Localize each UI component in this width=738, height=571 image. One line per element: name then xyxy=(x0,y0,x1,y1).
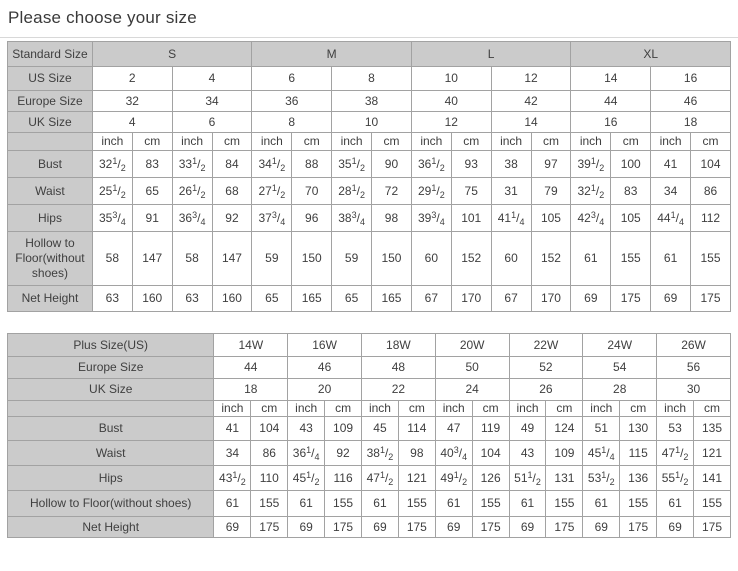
table-row xyxy=(8,417,731,441)
size-cell: 165 xyxy=(292,286,332,312)
row-label: Net Height xyxy=(8,286,93,312)
table-row xyxy=(8,401,731,417)
size-cell: $35^3/_4$ xyxy=(92,205,132,232)
row-label: Europe Size xyxy=(8,357,214,379)
row-label: Bust xyxy=(8,417,214,441)
size-cell: cm xyxy=(372,133,412,151)
size-cell: cm xyxy=(398,401,435,417)
size-cell: 104 xyxy=(251,417,288,441)
size-cell: $37^3/_4$ xyxy=(252,205,292,232)
size-cell: $29^1/_2$ xyxy=(411,178,451,205)
size-cell: 150 xyxy=(292,232,332,286)
size-cell: 92 xyxy=(325,441,362,466)
size-cell: 24 xyxy=(435,379,509,401)
table-row xyxy=(8,67,731,91)
size-cell: 41 xyxy=(651,151,691,178)
size-cell: 18 xyxy=(651,112,731,133)
row-label: Hips xyxy=(8,466,214,491)
table-row xyxy=(8,334,731,357)
size-group-header: M xyxy=(252,42,412,67)
size-cell: $47^1/_2$ xyxy=(657,441,694,466)
size-cell: 44 xyxy=(571,91,651,112)
size-cell: 69 xyxy=(435,517,472,538)
size-cell: 63 xyxy=(172,286,212,312)
size-cell: 116 xyxy=(325,466,362,491)
size-cell: 34 xyxy=(214,441,251,466)
size-cell: 43 xyxy=(509,441,546,466)
size-cell: 88 xyxy=(292,151,332,178)
size-cell: 4 xyxy=(172,67,252,91)
size-cell: 18W xyxy=(361,334,435,357)
size-cell: 92 xyxy=(212,205,252,232)
size-cell: 155 xyxy=(546,491,583,517)
size-cell: 175 xyxy=(611,286,651,312)
size-cell: 155 xyxy=(691,232,731,286)
size-cell: inch xyxy=(491,133,531,151)
size-cell: $32^1/_2$ xyxy=(571,178,611,205)
size-cell: 175 xyxy=(620,517,657,538)
size-cell: $36^3/_4$ xyxy=(172,205,212,232)
size-cell: 112 xyxy=(691,205,731,232)
size-cell: 34 xyxy=(651,178,691,205)
size-cell: cm xyxy=(611,133,651,151)
size-cell: 147 xyxy=(132,232,172,286)
size-cell: 14W xyxy=(214,334,288,357)
size-cell: 130 xyxy=(620,417,657,441)
size-cell: 75 xyxy=(451,178,491,205)
size-cell: 104 xyxy=(691,151,731,178)
size-cell: 155 xyxy=(620,491,657,517)
size-cell: 96 xyxy=(292,205,332,232)
row-label xyxy=(8,401,214,417)
size-cell: 63 xyxy=(92,286,132,312)
size-cell: 114 xyxy=(398,417,435,441)
size-cell: 126 xyxy=(472,466,509,491)
size-cell: 56 xyxy=(657,357,731,379)
size-cell: 152 xyxy=(451,232,491,286)
size-chart-section xyxy=(0,38,738,538)
size-cell: 20W xyxy=(435,334,509,357)
size-cell: 175 xyxy=(472,517,509,538)
size-cell: 22 xyxy=(361,379,435,401)
size-cell: $39^3/_4$ xyxy=(411,205,451,232)
size-cell: cm xyxy=(546,401,583,417)
size-cell: $33^1/_2$ xyxy=(172,151,212,178)
size-cell: inch xyxy=(657,401,694,417)
size-cell: 90 xyxy=(372,151,412,178)
size-cell: $32^1/_2$ xyxy=(92,151,132,178)
size-cell: 109 xyxy=(325,417,362,441)
size-cell: $41^1/_4$ xyxy=(491,205,531,232)
size-cell: 60 xyxy=(411,232,451,286)
size-cell: inch xyxy=(509,401,546,417)
size-cell: 65 xyxy=(132,178,172,205)
size-cell: 115 xyxy=(620,441,657,466)
table-row xyxy=(8,205,731,232)
size-cell: 54 xyxy=(583,357,657,379)
size-cell: 150 xyxy=(372,232,412,286)
size-cell: 6 xyxy=(172,112,252,133)
size-cell: 124 xyxy=(546,417,583,441)
size-cell: 152 xyxy=(531,232,571,286)
page-title: Please choose your size xyxy=(8,8,197,27)
size-cell: 69 xyxy=(651,286,691,312)
table-row xyxy=(8,232,731,286)
size-cell: 47 xyxy=(435,417,472,441)
size-cell: 67 xyxy=(411,286,451,312)
row-label xyxy=(8,133,93,151)
row-label: UK Size xyxy=(8,112,93,133)
size-cell: inch xyxy=(435,401,472,417)
size-cell: 175 xyxy=(398,517,435,538)
size-cell: 155 xyxy=(251,491,288,517)
size-cell: 121 xyxy=(694,441,731,466)
size-cell: 165 xyxy=(372,286,412,312)
row-label: Net Height xyxy=(8,517,214,538)
size-cell: $36^1/_4$ xyxy=(288,441,325,466)
size-cell: 8 xyxy=(252,112,332,133)
size-cell: 38 xyxy=(491,151,531,178)
size-cell: 155 xyxy=(472,491,509,517)
size-cell: 28 xyxy=(583,379,657,401)
size-cell: 51 xyxy=(583,417,620,441)
size-cell: 155 xyxy=(611,232,651,286)
size-cell: 147 xyxy=(212,232,252,286)
table-row xyxy=(8,379,731,401)
size-cell: inch xyxy=(361,401,398,417)
size-cell: 61 xyxy=(435,491,472,517)
table-row xyxy=(8,286,731,312)
size-cell: 83 xyxy=(132,151,172,178)
size-cell: 70 xyxy=(292,178,332,205)
size-cell: 68 xyxy=(212,178,252,205)
size-cell: 46 xyxy=(651,91,731,112)
size-cell: 65 xyxy=(332,286,372,312)
size-cell: $42^3/_4$ xyxy=(571,205,611,232)
size-cell: 12 xyxy=(491,67,571,91)
size-cell: inch xyxy=(288,401,325,417)
size-cell: 69 xyxy=(509,517,546,538)
size-cell: 26 xyxy=(509,379,583,401)
size-cell: 97 xyxy=(531,151,571,178)
size-cell: 24W xyxy=(583,334,657,357)
size-cell: 98 xyxy=(372,205,412,232)
size-cell: cm xyxy=(694,401,731,417)
size-cell: 59 xyxy=(332,232,372,286)
size-cell: cm xyxy=(531,133,571,151)
size-cell: 170 xyxy=(531,286,571,312)
table-row xyxy=(8,517,731,538)
size-cell: 69 xyxy=(288,517,325,538)
size-cell: 44 xyxy=(214,357,288,379)
size-cell: 60 xyxy=(491,232,531,286)
table-row xyxy=(8,357,731,379)
size-cell: $45^1/_2$ xyxy=(288,466,325,491)
size-cell: 61 xyxy=(288,491,325,517)
size-cell: 69 xyxy=(657,517,694,538)
size-cell: 160 xyxy=(132,286,172,312)
size-cell: inch xyxy=(651,133,691,151)
size-cell: 61 xyxy=(509,491,546,517)
size-cell: cm xyxy=(251,401,288,417)
size-cell: 98 xyxy=(398,441,435,466)
size-cell: 86 xyxy=(691,178,731,205)
size-cell: 16W xyxy=(288,334,362,357)
size-cell: 160 xyxy=(212,286,252,312)
size-cell: 104 xyxy=(472,441,509,466)
size-cell: 72 xyxy=(372,178,412,205)
size-cell: 31 xyxy=(491,178,531,205)
size-cell: 49 xyxy=(509,417,546,441)
row-label: US Size xyxy=(8,67,93,91)
size-cell: cm xyxy=(325,401,362,417)
size-cell: $47^1/_2$ xyxy=(361,466,398,491)
size-cell: cm xyxy=(691,133,731,151)
size-cell: 61 xyxy=(571,232,611,286)
table-row xyxy=(8,441,731,466)
size-cell: 61 xyxy=(651,232,691,286)
size-cell: 26W xyxy=(657,334,731,357)
size-cell: $39^1/_2$ xyxy=(571,151,611,178)
size-cell: 59 xyxy=(252,232,292,286)
size-cell: 69 xyxy=(583,517,620,538)
size-cell: inch xyxy=(583,401,620,417)
size-cell: 46 xyxy=(288,357,362,379)
row-label: Standard Size xyxy=(8,42,93,67)
size-cell: 136 xyxy=(620,466,657,491)
table-row xyxy=(8,91,731,112)
row-label: Waist xyxy=(8,441,214,466)
size-cell: 79 xyxy=(531,178,571,205)
size-cell: cm xyxy=(451,133,491,151)
size-cell: 86 xyxy=(251,441,288,466)
size-cell: 61 xyxy=(361,491,398,517)
size-cell: 32 xyxy=(92,91,172,112)
size-cell: 4 xyxy=(92,112,172,133)
size-cell: 58 xyxy=(92,232,132,286)
size-cell: 100 xyxy=(611,151,651,178)
size-cell: 61 xyxy=(214,491,251,517)
size-cell: $38^1/_2$ xyxy=(361,441,398,466)
plus-size-table xyxy=(7,333,731,538)
size-cell: 45 xyxy=(361,417,398,441)
size-group-header: S xyxy=(92,42,252,67)
row-label: UK Size xyxy=(8,379,214,401)
size-cell: 2 xyxy=(92,67,172,91)
table-row xyxy=(8,133,731,151)
size-cell: cm xyxy=(620,401,657,417)
size-cell: 30 xyxy=(657,379,731,401)
size-cell: inch xyxy=(92,133,132,151)
size-cell: $36^1/_2$ xyxy=(411,151,451,178)
size-cell: $26^1/_2$ xyxy=(172,178,212,205)
size-cell: 61 xyxy=(657,491,694,517)
size-cell: 119 xyxy=(472,417,509,441)
size-cell: $49^1/_2$ xyxy=(435,466,472,491)
size-cell: inch xyxy=(332,133,372,151)
size-cell: $55^1/_2$ xyxy=(657,466,694,491)
size-cell: 12 xyxy=(411,112,491,133)
size-cell: cm xyxy=(292,133,332,151)
size-cell: 105 xyxy=(611,205,651,232)
size-cell: $27^1/_2$ xyxy=(252,178,292,205)
size-cell: $28^1/_2$ xyxy=(332,178,372,205)
size-cell: 69 xyxy=(361,517,398,538)
size-cell: 155 xyxy=(694,491,731,517)
size-cell: inch xyxy=(411,133,451,151)
size-cell: 36 xyxy=(252,91,332,112)
size-cell: 8 xyxy=(332,67,412,91)
size-cell: 42 xyxy=(491,91,571,112)
size-cell: 175 xyxy=(325,517,362,538)
size-group-header: L xyxy=(411,42,571,67)
row-label: Bust xyxy=(8,151,93,178)
size-cell: 155 xyxy=(398,491,435,517)
size-cell: 65 xyxy=(252,286,292,312)
size-cell: cm xyxy=(132,133,172,151)
standard-size-table xyxy=(7,41,731,312)
row-label: Europe Size xyxy=(8,91,93,112)
table-row xyxy=(8,466,731,491)
size-cell: 109 xyxy=(546,441,583,466)
size-cell: 40 xyxy=(411,91,491,112)
size-cell: 175 xyxy=(251,517,288,538)
size-cell: 110 xyxy=(251,466,288,491)
size-cell: inch xyxy=(172,133,212,151)
size-cell: 14 xyxy=(571,67,651,91)
size-cell: 6 xyxy=(252,67,332,91)
size-cell: $38^3/_4$ xyxy=(332,205,372,232)
size-cell: 67 xyxy=(491,286,531,312)
size-cell: 20 xyxy=(288,379,362,401)
row-label: Hollow to Floor(without shoes) xyxy=(8,232,93,286)
size-cell: 175 xyxy=(694,517,731,538)
row-label: Hollow to Floor(without shoes) xyxy=(8,491,214,517)
size-cell: 16 xyxy=(571,112,651,133)
size-cell: 83 xyxy=(611,178,651,205)
size-cell: 14 xyxy=(491,112,571,133)
size-cell: inch xyxy=(252,133,292,151)
size-cell: 69 xyxy=(214,517,251,538)
size-cell: 53 xyxy=(657,417,694,441)
table-row xyxy=(8,112,731,133)
size-cell: 175 xyxy=(546,517,583,538)
table-row xyxy=(8,151,731,178)
table-row xyxy=(8,178,731,205)
size-cell: 18 xyxy=(214,379,288,401)
size-cell: 141 xyxy=(694,466,731,491)
size-cell: $51^1/_2$ xyxy=(509,466,546,491)
size-cell: $35^1/_2$ xyxy=(332,151,372,178)
size-cell: 10 xyxy=(411,67,491,91)
row-label: Plus Size(US) xyxy=(8,334,214,357)
size-cell: cm xyxy=(212,133,252,151)
size-cell: $40^3/_4$ xyxy=(435,441,472,466)
size-cell: inch xyxy=(214,401,251,417)
size-cell: 135 xyxy=(694,417,731,441)
table-row xyxy=(8,491,731,517)
row-label: Hips xyxy=(8,205,93,232)
size-cell: 84 xyxy=(212,151,252,178)
row-label: Waist xyxy=(8,178,93,205)
size-cell: 38 xyxy=(332,91,412,112)
size-cell: 69 xyxy=(571,286,611,312)
size-cell: 93 xyxy=(451,151,491,178)
table-row xyxy=(8,42,731,67)
size-cell: 175 xyxy=(691,286,731,312)
size-cell: 22W xyxy=(509,334,583,357)
size-cell: inch xyxy=(571,133,611,151)
size-group-header: XL xyxy=(571,42,731,67)
size-cell: 16 xyxy=(651,67,731,91)
size-cell: 41 xyxy=(214,417,251,441)
size-cell: $43^1/_2$ xyxy=(214,466,251,491)
size-cell: $53^1/_2$ xyxy=(583,466,620,491)
size-cell: $25^1/_2$ xyxy=(92,178,132,205)
size-cell: $34^1/_2$ xyxy=(252,151,292,178)
size-cell: 155 xyxy=(325,491,362,517)
size-cell: 91 xyxy=(132,205,172,232)
size-cell: $44^1/_4$ xyxy=(651,205,691,232)
size-cell: 48 xyxy=(361,357,435,379)
size-cell: 105 xyxy=(531,205,571,232)
size-cell: 10 xyxy=(332,112,412,133)
size-cell: 43 xyxy=(288,417,325,441)
size-cell: 50 xyxy=(435,357,509,379)
size-cell: $45^1/_4$ xyxy=(583,441,620,466)
size-cell: 58 xyxy=(172,232,212,286)
size-cell: 131 xyxy=(546,466,583,491)
size-cell: 101 xyxy=(451,205,491,232)
size-cell: 121 xyxy=(398,466,435,491)
size-cell: 34 xyxy=(172,91,252,112)
size-cell: cm xyxy=(472,401,509,417)
size-cell: 170 xyxy=(451,286,491,312)
size-cell: 52 xyxy=(509,357,583,379)
size-cell: 61 xyxy=(583,491,620,517)
